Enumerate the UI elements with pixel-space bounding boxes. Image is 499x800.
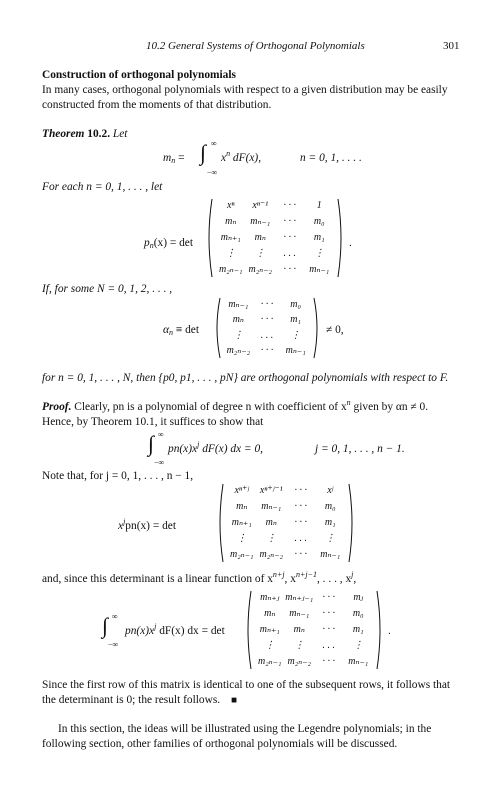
pn-matrix: [206, 198, 344, 278]
matrix-cell: . . .: [283, 248, 296, 259]
moment-equation: mn =: [163, 152, 185, 165]
matrix-cell: mₙ₋₁: [228, 298, 249, 310]
matrix-cell: m₁: [290, 314, 301, 326]
orthogonality-integral: $pn(x)x^j$ dF(x) dx = 0,: [168, 440, 264, 455]
matrix-cell: . . .: [294, 533, 307, 544]
matrix-cell: xⁿ⁺ʲ: [234, 485, 249, 496]
matrix-cell: · · ·: [283, 232, 296, 243]
matrix-cell: . . .: [322, 640, 335, 651]
intro-line-2: constructed from the moments of that distribution.: [42, 99, 272, 111]
matrix-cell: mₙ₋₁: [289, 608, 310, 619]
xj-pn-definition: $x^jpn(x) = \det$: [118, 517, 177, 532]
theorem-number: 10.2.: [87, 128, 111, 140]
since-first-line-1: Since the first row of this matrix is identical to one of the subsequent rows, it follows that: [42, 679, 451, 691]
matrix-cell: · · ·: [294, 549, 307, 560]
book-page: 10.2 General Systems of Orthogonal Polynomials 301 Construction of orthogonal polynomials In many cases, orthogonal polynomials with respect to a given distribution may be easily constructed from the moments of that distribution. Theorem 10.2. Let mn = ∫ ∞ −∞ $x^n$ dF(x), n = 0, 1, . . . . For each n = 0, 1, . . . , let pn(x) = det xⁿ xⁿ⁻¹ · · · 1 mₙ mₙ₋₁ · · · m₀ mₙ₊₁ mₙ · · · m₁ ⋮ ⋮ . . . ⋮ m₂ₙ₋₁ m₂ₙ₋₂ · · · mₙ₋₁ . If, for some N = 0, 1, 2, . . . , αn ≡ det mₙ₋₁ · · · m₀ mₙ · · · m₁ ⋮ . . . ⋮ m₂ₙ₋₂ · · · mₙ₋₁ ≠ 0, for n = 0, 1, . . . , N, then {p0, p1, . . . , pN} are orthogonal polynomials with respect to F. Proof. Clearly, pn is a polynomial of degree n with coefficient of $x^n$ given by αn ≠ 0. Hence, by Theorem 10.1, it suffices to show that ∫ ∞ −∞ $pn(x)x^j$ dF(x) dx = 0, j = 0, 1, . . . , n − 1. Note that, for j = 0, 1, . . . , n − 1, $x^jpn(x) = \det$ xⁿ⁺ʲ xⁿ⁺ʲ⁻¹ · · · xʲ mₙ mₙ₋₁ · · · m₀ mₙ₊₁ mₙ · · · m₁ ⋮ ⋮ . . . ⋮ m₂ₙ₋₁ m₂ₙ₋₂ · · · mₙ₋₁ and, since this determinant is a linear function of $x^{n+j}$, $x^{n+j-1}$, . . . , $x^j$, ∫ ∞ −∞ $pn(x)x^j$ dF(x) dx = det mₙ₊ⱼ mₙ₊ⱼ₋₁ · · · mⱼ mₙ mₙ₋₁ · · · m₀ mₙ₊₁ mₙ · · · m₁ ⋮ ⋮ . . . ⋮ m₂ₙ₋₁ m₂ₙ₋₂ · · · mₙ₋₁ . Since the first row of this matrix is identical to one of the subsequent rows, it follows that the determinant is 0; the result follows. ■ In this section, the ideas will be illustrated using the Legendre polynomials; in the following section, other families of orthogonal polynomials will be discussed.: [42, 40, 460, 750]
matrix-cell: ⋮: [294, 640, 305, 651]
matrix-cell: m₁: [313, 232, 325, 243]
matrix-cell: xⁿ⁻¹: [252, 200, 269, 211]
alpha-definition: αn ≡ det: [163, 324, 200, 337]
matrix-cell: xʲ: [327, 485, 334, 496]
matrix-cell: · · ·: [322, 592, 335, 603]
matrix-cell: ⋮: [290, 329, 301, 341]
matrix-cell: · · ·: [260, 345, 274, 357]
matrix-cell: mₙ₊₁: [231, 517, 252, 528]
integral-range: j = 0, 1, . . . , n − 1.: [315, 443, 405, 455]
matrix-cell: mₙ: [264, 608, 276, 619]
matrix-cell: m₂ₙ₋₁: [229, 549, 254, 560]
matrix-cell: · · ·: [322, 656, 335, 667]
note-line: Note that, for j = 0, 1, . . . , n − 1,: [42, 470, 194, 482]
matrix-cell: · · ·: [294, 485, 307, 496]
right-paren: [349, 484, 352, 562]
matrix-cell: ⋮: [325, 533, 336, 544]
if-line: If, for some N = 0, 1, 2, . . . ,: [42, 283, 173, 295]
matrix-cell: 1: [316, 200, 322, 211]
left-paren: [220, 484, 223, 562]
matrix-cell: · · ·: [260, 314, 274, 326]
matrix-cell: mₙ₋₁: [261, 501, 282, 512]
left-paren: [209, 199, 212, 277]
page-number: 301: [443, 40, 460, 52]
matrix-cell: · · ·: [283, 200, 296, 211]
integral-sign: ∫: [200, 140, 207, 165]
alpha-neq: ≠ 0,: [326, 324, 344, 336]
right-paren: [338, 199, 341, 277]
right-paren: [314, 298, 317, 358]
closing-line-1: In this section, the ideas will be illustrated using the Legendre polynomials; in the: [58, 723, 432, 735]
matrix-cell: m₀: [324, 501, 336, 512]
matrix-cell: mₙ₊₁: [220, 232, 241, 243]
theorem-label: Theorem: [42, 128, 85, 140]
matrix-cell: m₂ₙ₋₂: [226, 345, 251, 357]
matrix-cell: · · ·: [283, 216, 296, 227]
xj-matrix: [217, 483, 355, 563]
matrix-cell: m₀: [352, 608, 364, 619]
matrix-cell: m₂ₙ₋₁: [257, 656, 282, 667]
matrix-cell: mₙ₊ⱼ₋₁: [285, 592, 314, 603]
proof-line-1: Proof. Clearly, pn is a polynomial of degree n with coefficient of $x^n$ given by αn ≠ 0.: [42, 398, 429, 413]
final-integral: $pn(x)x^j$ dF(x) dx = det: [125, 622, 225, 637]
matrix-cell: mₙ: [293, 624, 305, 635]
matrix-cell: mⱼ: [353, 592, 364, 603]
matrix-cell: · · ·: [260, 298, 274, 310]
matrix-cell: ⋮: [264, 640, 275, 651]
matrix-cell: mₙ₊₁: [259, 624, 280, 635]
matrix-cell: mₙ₋₁: [320, 549, 341, 560]
matrix-cell: m₀: [313, 216, 325, 227]
theorem-conclusion: for n = 0, 1, . . . , N, then {p0, p1, . . . , pN} are orthogonal polynomials with respect to F.: [42, 372, 449, 384]
left-paren: [248, 591, 251, 669]
matrix-cell: mₙ: [225, 216, 237, 227]
matrix-cell: . . .: [260, 329, 274, 341]
matrix-cell: m₁: [352, 624, 364, 635]
matrix-cell: mₙ₋₁: [348, 656, 369, 667]
matrix-cell: m₁: [324, 517, 336, 528]
matrix-cell: m₂ₙ₋₂: [259, 549, 283, 560]
for-each-line: For each n = 0, 1, . . . , let: [42, 181, 163, 193]
matrix-cell: m₂ₙ₋₁: [218, 264, 243, 275]
and-since-line: and, since this determinant is a linear function of $x^{n+j}$, $x^{n+j-1}$, . . . , $x^j$,: [42, 570, 357, 585]
matrix-cell: mₙ: [236, 501, 248, 512]
matrix-cell: mₙ₋₁: [309, 264, 330, 275]
matrix-cell: ⋮: [236, 533, 247, 544]
pn-definition: pn(x) = det: [144, 237, 194, 250]
moment-range: n = 0, 1, . . . .: [300, 152, 362, 164]
matrix-cell: · · ·: [294, 517, 307, 528]
matrix-cell: m₂ₙ₋₂: [248, 264, 272, 275]
matrix-cell: ⋮: [233, 329, 244, 341]
matrix-cell: ⋮: [266, 533, 277, 544]
matrix-cell: m₀: [290, 298, 301, 310]
section-heading: Construction of orthogonal polynomials: [42, 69, 236, 81]
theorem-let: Let: [112, 128, 128, 140]
matrix-cell: mₙ₋₁: [285, 345, 306, 357]
integral-sign-3: ∫: [102, 613, 109, 638]
matrix-cell: m₂ₙ₋₂: [287, 656, 311, 667]
intro-line-1: In many cases, orthogonal polynomials with respect to a given distribution may be easily: [42, 84, 448, 96]
matrix-cell: mₙ: [254, 232, 266, 243]
matrix-cell: ⋮: [353, 640, 364, 651]
matrix-cell: · · ·: [322, 624, 335, 635]
matrix-cell: ⋮: [255, 248, 266, 259]
matrix-cell: mₙ: [232, 314, 244, 326]
final-matrix: [245, 590, 383, 670]
since-first-line-2: the determinant is 0; the result follows. ■: [42, 694, 238, 706]
right-paren: [377, 591, 380, 669]
qed-icon: ■: [230, 695, 238, 706]
matrix-cell: xⁿ: [226, 200, 235, 211]
matrix-cell: mₙ₊ⱼ: [260, 592, 280, 603]
matrix-cell: ⋮: [225, 248, 236, 259]
matrix-cell: mₙ₋₁: [250, 216, 271, 227]
alpha-matrix: [214, 297, 320, 359]
theorem-heading: [42, 127, 127, 142]
matrix-cell: · · ·: [294, 501, 307, 512]
integral-sign-2: ∫: [148, 431, 155, 456]
matrix-cell: · · ·: [322, 608, 335, 619]
running-header: 10.2 General Systems of Orthogonal Polynomials: [146, 40, 365, 52]
matrix-cell: · · ·: [283, 264, 296, 275]
proof-line-2: Hence, by Theorem 10.1, it suffices to show that: [42, 416, 264, 428]
closing-line-2: following section, other families of orthogonal polynomials will be discussed.: [42, 738, 398, 750]
matrix-cell: ⋮: [314, 248, 325, 259]
left-paren: [217, 298, 220, 358]
matrix-cell: mₙ: [265, 517, 277, 528]
matrix-cell: xⁿ⁺ʲ⁻¹: [259, 485, 283, 496]
moment-integrand: $x^n$ dF(x),: [221, 149, 262, 164]
